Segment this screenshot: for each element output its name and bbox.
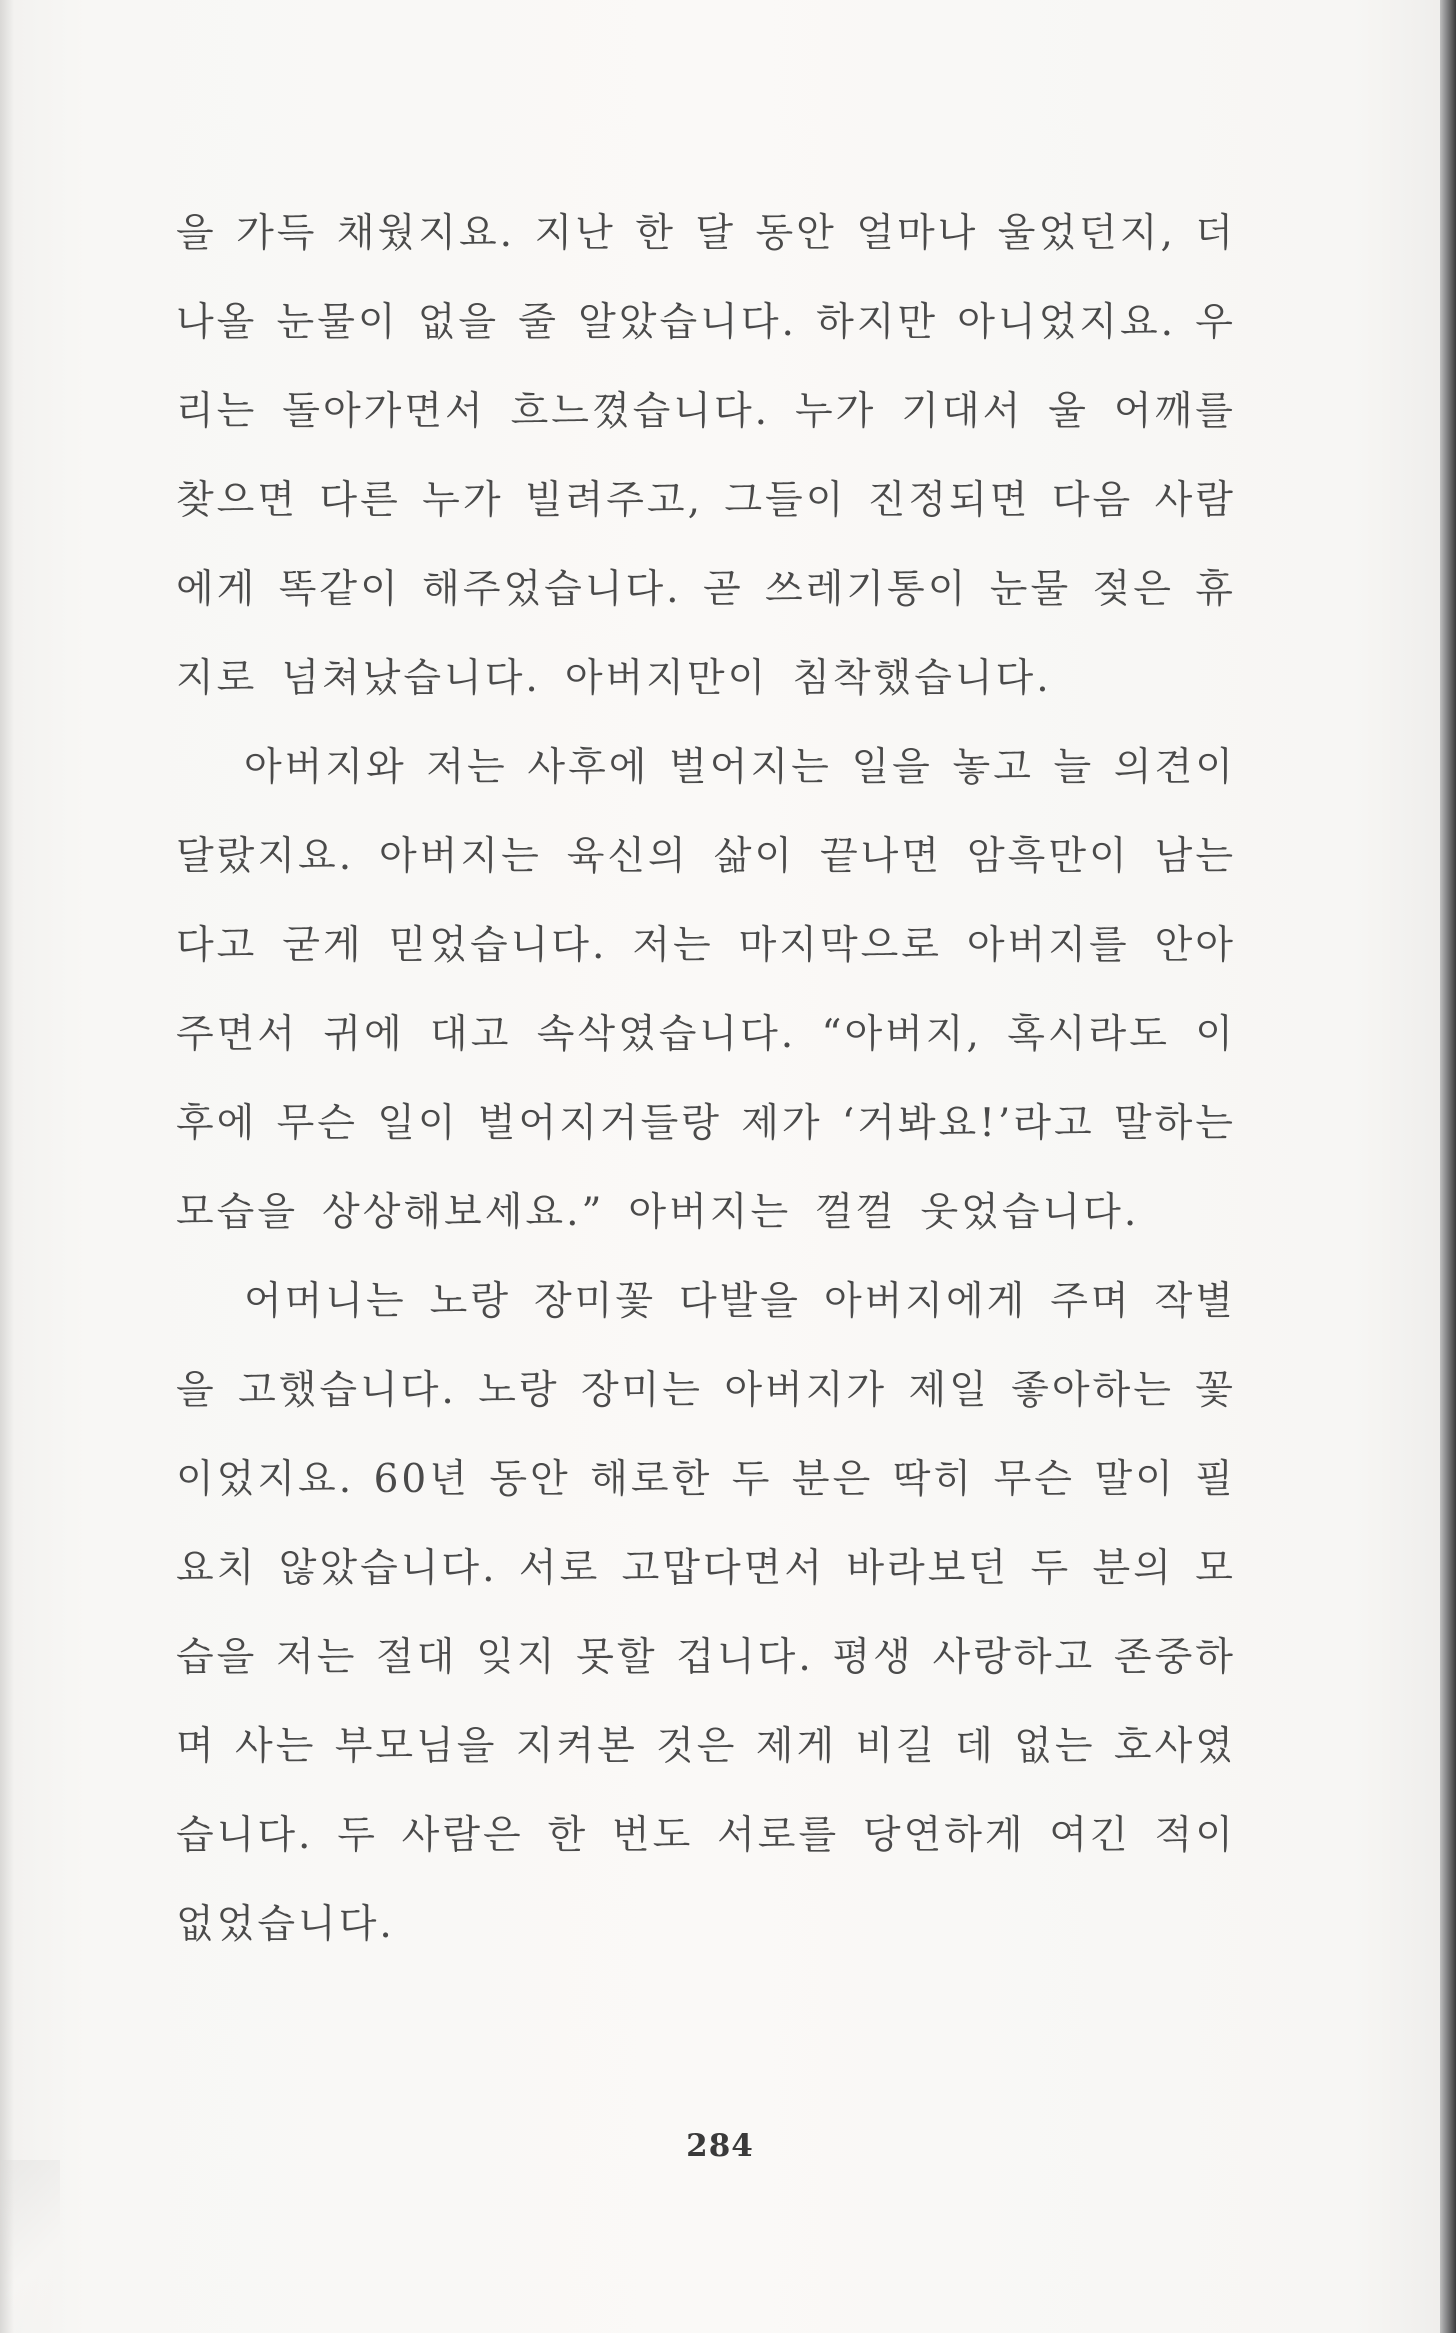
text-line xyxy=(176,295,1236,384)
text-line xyxy=(176,1452,1236,1541)
word: 믿었습니다. xyxy=(388,923,608,968)
word: 적이 xyxy=(1154,1813,1236,1858)
word: “아버지, xyxy=(821,1012,982,1057)
word: 혹시라도 xyxy=(1007,1012,1170,1057)
word: 벌어지거들랑 xyxy=(477,1101,722,1146)
word: 상상해보세요.” xyxy=(322,1190,605,1235)
word: 다음 xyxy=(1051,478,1134,523)
word: 한 xyxy=(635,211,676,256)
body-text xyxy=(176,206,1236,1986)
word: 암흑만이 xyxy=(966,834,1130,879)
word: 평생 xyxy=(832,1635,914,1680)
word: 우 xyxy=(1195,300,1236,345)
word: 저는 xyxy=(276,1635,358,1680)
word: 곧 xyxy=(702,567,744,612)
text-line xyxy=(176,562,1236,651)
word: 벌어지는 xyxy=(669,745,832,790)
word: 겁니다. xyxy=(676,1635,814,1680)
word: 서로 xyxy=(518,1546,601,1591)
word: 젖은 xyxy=(1092,567,1174,612)
word: 누가 xyxy=(795,389,877,434)
word: 이었지요. xyxy=(176,1457,355,1502)
word: 꽃 xyxy=(1195,1368,1236,1413)
word: 노랑 xyxy=(429,1279,512,1324)
word: 아버지는 xyxy=(628,1190,792,1235)
text-line xyxy=(176,651,1236,740)
text-line xyxy=(176,384,1236,473)
word: 다른 xyxy=(319,478,401,523)
word: 좋아하는 xyxy=(1011,1368,1174,1413)
word: 호사였 xyxy=(1113,1724,1236,1769)
word: 다고 xyxy=(176,923,258,968)
word: 리는 xyxy=(176,389,258,434)
word: 고했습니다. xyxy=(238,1368,457,1413)
word: 없었습니다. xyxy=(176,1902,395,1947)
word: 아버지와 xyxy=(244,745,407,790)
word: 아버지를 xyxy=(966,923,1130,968)
word: 동안 xyxy=(755,211,837,256)
word: 일이 xyxy=(377,1101,459,1146)
word: 며 xyxy=(176,1724,217,1769)
word: 한 xyxy=(547,1813,589,1858)
word: 안아 xyxy=(1154,923,1236,968)
word: 일을 xyxy=(851,745,933,790)
word: 않았습니다. xyxy=(278,1546,498,1591)
word: 속삭였습니다. xyxy=(536,1012,797,1057)
word: 울었던지, xyxy=(997,211,1176,256)
word: 사람 xyxy=(1154,478,1236,523)
word: 굳게 xyxy=(282,923,364,968)
word: 존중하 xyxy=(1113,1635,1236,1680)
word: 당연하게 xyxy=(862,1813,1026,1858)
word: 딱히 xyxy=(892,1457,975,1502)
text-line xyxy=(176,206,1236,295)
word: 에게 xyxy=(176,567,258,612)
word: 흐느꼈습니다. xyxy=(510,389,771,434)
text-line xyxy=(176,1363,1236,1452)
word: 끝나면 xyxy=(820,834,943,879)
word: 사람은 xyxy=(401,1813,524,1858)
word: 말하는 xyxy=(1113,1101,1236,1146)
word: 지로 xyxy=(176,656,258,701)
word: 껄껄 xyxy=(815,1190,897,1235)
word: 해주었습니다. xyxy=(422,567,682,612)
word: 똑같이 xyxy=(278,567,401,612)
word: 찾으면 xyxy=(176,478,299,523)
word: 제가 xyxy=(741,1101,823,1146)
word: 달랐지요. xyxy=(176,834,355,879)
page-number: 284 xyxy=(686,2128,754,2164)
word: 삶이 xyxy=(713,834,796,879)
page-corner-fold xyxy=(0,2160,60,2333)
word: 고맙다면서 xyxy=(621,1546,825,1591)
word: 놓고 xyxy=(952,745,1034,790)
word: 제일 xyxy=(908,1368,990,1413)
word: 대고 xyxy=(430,1012,512,1057)
word: 절대 xyxy=(376,1635,458,1680)
word: 의견이 xyxy=(1113,745,1236,790)
page-edge-shadow xyxy=(1440,0,1456,2333)
word: 침착했습니다. xyxy=(792,656,1052,701)
word: 웃었습니다. xyxy=(920,1190,1140,1235)
word: 저는 xyxy=(632,923,714,968)
word: 요치 xyxy=(176,1546,258,1591)
word: 나올 xyxy=(176,300,258,345)
word: 제게 xyxy=(755,1724,838,1769)
word: 아버지가 xyxy=(724,1368,888,1413)
word: 분의 xyxy=(1092,1546,1174,1591)
word: 데 xyxy=(955,1724,996,1769)
word: 아니었지요. xyxy=(957,300,1177,345)
word: 해로한 xyxy=(590,1457,713,1502)
word: 그들이 xyxy=(724,478,847,523)
word: 어깨를 xyxy=(1113,389,1236,434)
word: 모습을 xyxy=(176,1190,299,1235)
text-line xyxy=(176,1719,1236,1808)
word: 없을 xyxy=(417,300,500,345)
word: 사는 xyxy=(235,1724,317,1769)
word: 동안 xyxy=(489,1457,571,1502)
word: 달 xyxy=(695,211,737,256)
word: 없는 xyxy=(1014,1724,1096,1769)
text-line xyxy=(176,1897,1236,1986)
word: 분은 xyxy=(791,1457,874,1502)
word: 진정되면 xyxy=(867,478,1031,523)
word: 주면서 xyxy=(176,1012,299,1057)
word: 습니다. xyxy=(176,1813,314,1858)
word: 부모님을 xyxy=(334,1724,498,1769)
text-line xyxy=(176,1274,1236,1363)
word: 장미는 xyxy=(580,1368,703,1413)
word: 아버지에게 xyxy=(823,1279,1028,1324)
word: ‘거봐요!’라고 xyxy=(841,1101,1095,1146)
text-line xyxy=(176,1007,1236,1096)
word: 두 xyxy=(1030,1546,1072,1591)
text-line xyxy=(176,829,1236,918)
word: 을 xyxy=(176,1368,217,1413)
word: 울 xyxy=(1048,389,1089,434)
word: 60년 xyxy=(373,1457,470,1502)
word: 노랑 xyxy=(478,1368,560,1413)
word: 잊지 xyxy=(476,1635,558,1680)
word: 모 xyxy=(1195,1546,1236,1591)
text-line xyxy=(176,1541,1236,1630)
text-line xyxy=(176,1185,1236,1274)
word: 아버지는 xyxy=(379,834,542,879)
word: 두 xyxy=(337,1813,378,1858)
word: 마지막으로 xyxy=(738,923,942,968)
word: 습을 xyxy=(176,1635,258,1680)
text-line xyxy=(176,473,1236,562)
word: 작별 xyxy=(1154,1279,1236,1324)
text-line xyxy=(176,740,1236,829)
word: 아버지만이 xyxy=(564,656,769,701)
word: 것은 xyxy=(656,1724,738,1769)
word: 비길 xyxy=(855,1724,937,1769)
word: 쓰레기통이 xyxy=(765,567,969,612)
word: 두 xyxy=(731,1457,773,1502)
word: 못할 xyxy=(576,1635,658,1680)
word: 누가 xyxy=(422,478,504,523)
word: 더 xyxy=(1195,211,1236,256)
word: 남는 xyxy=(1154,834,1236,879)
word: 눈물이 xyxy=(276,300,399,345)
word: 얼마나 xyxy=(856,211,979,256)
word: 줄 xyxy=(518,300,559,345)
word: 여긴 xyxy=(1049,1813,1131,1858)
word: 빌려주고, xyxy=(524,478,703,523)
word: 다발을 xyxy=(678,1279,801,1324)
word: 주며 xyxy=(1050,1279,1132,1324)
text-line xyxy=(176,1096,1236,1185)
word: 하지만 xyxy=(816,300,939,345)
word: 말이 xyxy=(1094,1457,1176,1502)
word: 무슨 xyxy=(276,1101,358,1146)
text-line xyxy=(176,918,1236,1007)
word: 늘 xyxy=(1053,745,1095,790)
word: 휴 xyxy=(1195,567,1236,612)
word: 넘쳐났습니다. xyxy=(281,656,541,701)
word: 저는 xyxy=(426,745,508,790)
word: 돌아가면서 xyxy=(282,389,486,434)
text-line xyxy=(176,1808,1236,1897)
word: 후에 xyxy=(176,1101,258,1146)
word: 이 xyxy=(1195,1012,1236,1057)
word: 기대서 xyxy=(901,389,1024,434)
word: 지켜본 xyxy=(515,1724,638,1769)
word: 육신의 xyxy=(566,834,689,879)
word: 가득 xyxy=(236,211,318,256)
word: 필 xyxy=(1195,1457,1236,1502)
word: 지난 xyxy=(534,211,616,256)
word: 무슨 xyxy=(993,1457,1075,1502)
word: 바라보던 xyxy=(846,1546,1010,1591)
word: 알았습니다. xyxy=(578,300,797,345)
word: 채웠지요. xyxy=(336,211,516,256)
word: 사후에 xyxy=(527,745,650,790)
word: 번도 xyxy=(611,1813,694,1858)
word: 을 xyxy=(176,211,217,256)
word: 사랑하고 xyxy=(932,1635,1096,1680)
text-line xyxy=(176,1630,1236,1719)
word: 눈물 xyxy=(989,567,1072,612)
word: 어머니는 xyxy=(244,1279,407,1324)
word: 장미꽃 xyxy=(533,1279,656,1324)
word: 귀에 xyxy=(323,1012,405,1057)
word: 서로를 xyxy=(717,1813,840,1858)
